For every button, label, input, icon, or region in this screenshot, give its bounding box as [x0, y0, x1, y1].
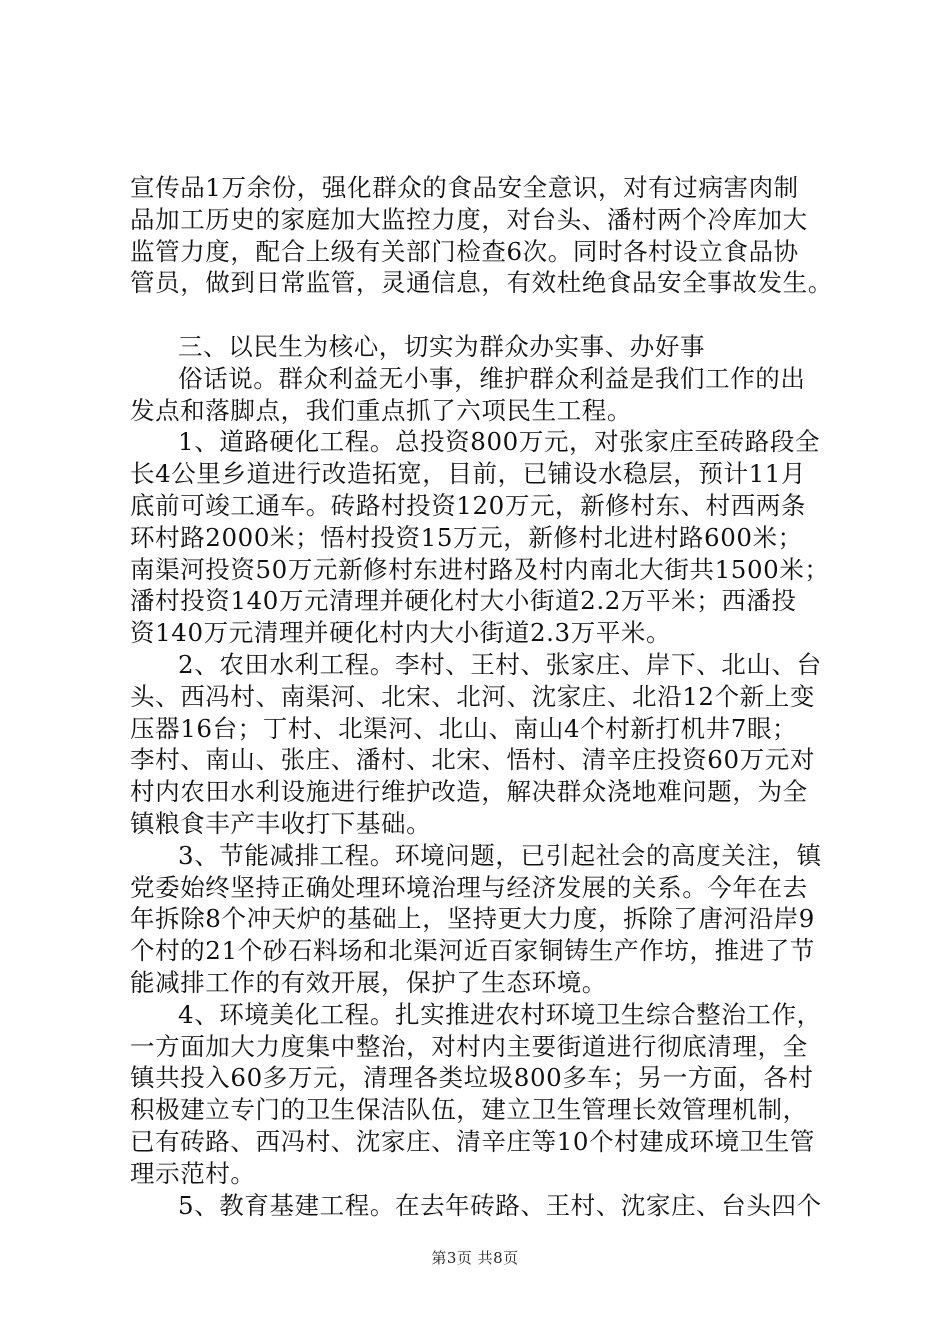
text-line: 资140万元清理并硬化村内大小街道2.3万平米。	[130, 618, 672, 648]
text-line: 监管力度，配合上级有关部门检查6次。同时各村设立食品协	[130, 236, 799, 266]
text-line: 底前可竣工通车。砖路村投资120万元，新修村东、村西两条	[130, 490, 807, 520]
section-heading: 三、以民生为核心，切实为群众办实事、办好事	[178, 331, 706, 361]
text-line: 积极建立专门的卫生保洁队伍，建立卫生管理长效管理机制，	[130, 1095, 808, 1125]
text-line: 镇粮食丰产丰收打下基础。	[130, 808, 432, 838]
document-body	[130, 172, 833, 1221]
text-line: 已有砖路、西冯村、沈家庄、清辛庄等10个村建成环境卫生管	[130, 1126, 815, 1156]
text-line: 年拆除8个冲天炉的基础上，坚持更大力度，拆除了唐河沿岸9	[130, 904, 815, 934]
text-line: 镇共投入60多万元，清理各类垃圾800多车；另一方面，各村	[130, 1063, 814, 1093]
text-line: 品加工历史的家庭加大监控力度，对台头、潘村两个冷库加大	[130, 204, 808, 234]
text-line: 管员，做到日常监管，灵通信息，有效杜绝食品安全事故发生。	[130, 268, 833, 298]
text-line: 个村的21个砂石料场和北渠河近百家铜铸生产作坊，推进了节	[130, 936, 815, 966]
text-line: 党委始终坚持正确处理环境治理与经济发展的关系。今年在去	[130, 872, 808, 902]
text-line: 环村路2000米；悟村投资15万元，新修村北进村路600米；	[130, 522, 803, 552]
page-number: 第3页 共8页	[431, 1249, 519, 1267]
text-line: 李村、南山、张庄、潘村、北宋、悟村、清辛庄投资60万元对	[130, 745, 815, 775]
paragraph-start: 5、教育基建工程。在去年砖路、王村、沈家庄、台头四个	[178, 1190, 822, 1220]
text-line: 发点和落脚点，我们重点抓了六项民生工程。	[130, 395, 632, 425]
paragraph-start: 2、农田水利工程。李村、王村、张家庄、岸下、北山、台	[178, 649, 822, 679]
text-line: 头、西冯村、南渠河、北宋、北河、沈家庄、北沿12个新上变	[130, 681, 815, 711]
paragraph-start: 4、环境美化工程。扎实推进农村环境卫生综合整治工作，	[178, 999, 822, 1029]
text-line: 压器16台；丁村、北渠河、北山、南山4个村新打机井7眼；	[130, 713, 798, 743]
text-line: 一方面加大力度集中整治，对村内主要街道进行彻底清理，全	[130, 1031, 808, 1061]
paragraph-start: 1、道路硬化工程。总投资800万元，对张家庄至砖路段全	[178, 427, 821, 457]
text-line: 长4公里乡道进行改造拓宽，目前，已铺设水稳层，预计11月	[130, 459, 807, 489]
text-line: 理示范村。	[130, 1158, 256, 1188]
text-line: 宣传品1万余份，强化群众的食品安全意识，对有过病害肉制	[130, 173, 799, 202]
blank-line	[130, 299, 830, 331]
text-line: 潘村投资140万元清理并硬化村大小街道2.2万平米；西潘投	[130, 586, 797, 616]
text-line: 村内农田水利设施进行维护改造，解决群众浇地难问题，为全	[130, 777, 808, 807]
text-line: 南渠河投资50万元新修村东进村路及村内南北大街共1500米；	[130, 554, 830, 584]
text-line: 能减排工作的有效开展，保护了生态环境。	[130, 967, 607, 997]
paragraph-start: 俗话说。群众利益无小事，维护群众利益是我们工作的出	[178, 363, 806, 393]
paragraph-start: 3、节能减排工程。环境问题，已引起社会的高度关注，镇	[178, 840, 822, 870]
